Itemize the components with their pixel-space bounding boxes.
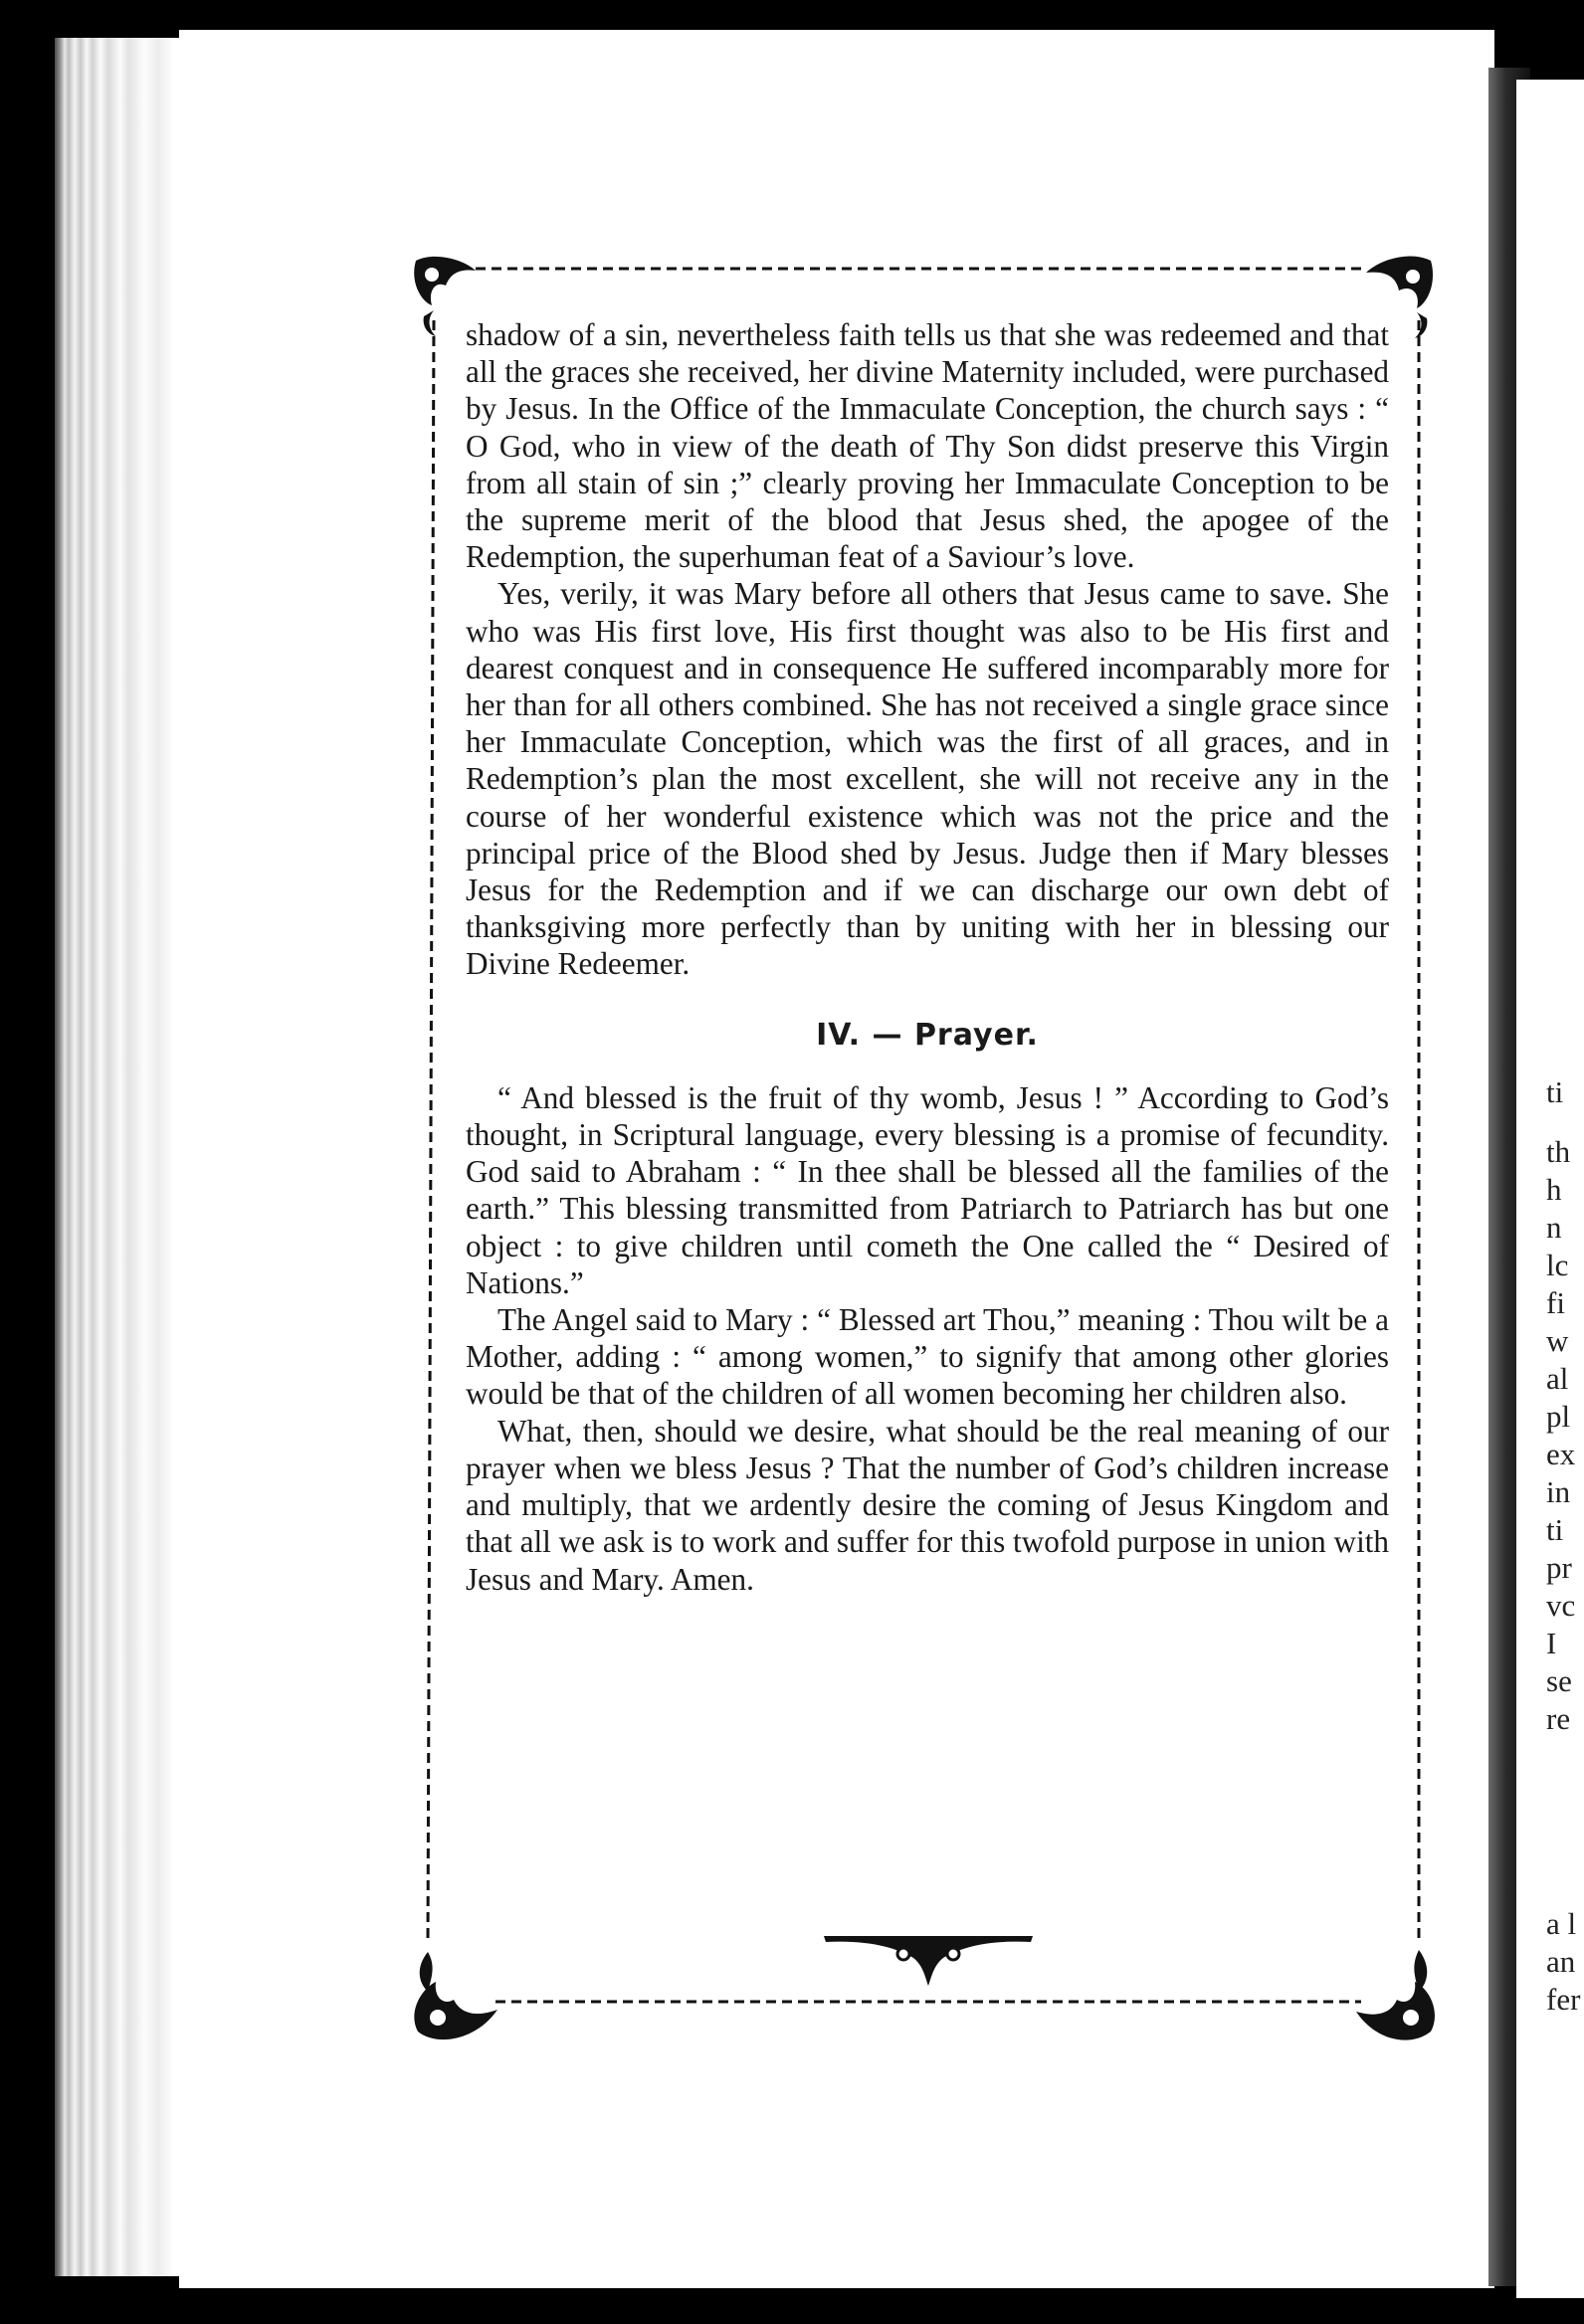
paragraph: Yes, verily, it was Mary before all others that Jesus came to save. She who was His first love, His first thought was also to be His first and dearest conquest and in consequence He suffered incomparably more for her than for all others combined. She has not received a single grace since her Immaculate Conception, which was the first of all graces, and in Redemption’s plan the most excellent, she will not receive any in the course of her wonderful existence which was not the price and the principal price of the Blood shed by Jesus. Judge then if Mary blesses Jesus for the Redemption and if we can discharge our own debt of thanksgiving more perfectly than by uniting with her in blessing our Divine Redeemer. <box>466 576 1389 982</box>
fragment-text: I <box>1546 1626 1557 1660</box>
fragment-text: lc <box>1546 1248 1569 1282</box>
fragment-text: th <box>1546 1134 1571 1169</box>
fragment-text: an <box>1546 1944 1576 1979</box>
fragment-text: vc <box>1546 1588 1576 1623</box>
paragraph: “ And blessed is the fruit of thy womb, Jesus ! ” According to God’s thought, in Scriptural language, every blessing is a promise of fecundity. God said to Abraham : “ In thee shall be blessed all the families of the earth.” This blessing transmitted from Patriarch to Patriarch has but one object : to give children until cometh the One called the “ Desired of Nations.” <box>466 1079 1389 1300</box>
page-text <box>466 316 1389 1598</box>
paragraph: The Angel said to Mary : “ Blessed art Thou,” meaning : Thou wilt be a Mother, adding : “ among women,” to signify that among other glories would be that of the children of all women becoming her children also. <box>466 1302 1389 1412</box>
fragment-text: fi <box>1546 1285 1565 1320</box>
fragment-text: pr <box>1546 1550 1572 1585</box>
fragment-text: fer <box>1546 1982 1581 2017</box>
fragment-text: pl <box>1546 1399 1571 1434</box>
adjacent-page-fragment <box>1516 80 1584 2298</box>
fragment-text: ti <box>1546 1512 1564 1547</box>
fragment-text: ex <box>1546 1437 1576 1471</box>
fragment-text: al <box>1546 1361 1569 1396</box>
paragraph: shadow of a sin, nevertheless faith tells us that she was redeemed and that all the graces she received, her divine Maternity included, were purchased by Jesus. In the Office of the Immaculate Conception, the church says : “ O God, who in view of the death of Thy Son didst preserve this Virgin from all stain of sin ;” clearly proving her Immaculate Conception to be the supreme merit of the blood that Jesus shed, the apogee of the Redemption, the superhuman feat of a Saviour’s love. <box>466 317 1389 575</box>
fragment-text: se <box>1546 1663 1572 1698</box>
fragment-text: ti <box>1546 1074 1564 1109</box>
paragraph: What, then, should we desire, what should be the real meaning of our prayer when we bless Jesus ? That the number of God’s children increase and multiply, that we ardently desire the coming of Jesus Kingdom and that all we ask is to work and suffer for this twofold purpose in union with Jesus and Mary. Amen. <box>466 1413 1389 1597</box>
fragment-text: re <box>1546 1701 1571 1736</box>
fragment-text: n <box>1546 1210 1562 1245</box>
section-heading: IV. — Prayer. <box>816 1017 1039 1053</box>
fragment-text: in <box>1546 1474 1571 1509</box>
fragment-text: w <box>1546 1323 1569 1358</box>
fragment-text: h <box>1546 1172 1562 1207</box>
fragment-text: a l <box>1546 1906 1577 1941</box>
